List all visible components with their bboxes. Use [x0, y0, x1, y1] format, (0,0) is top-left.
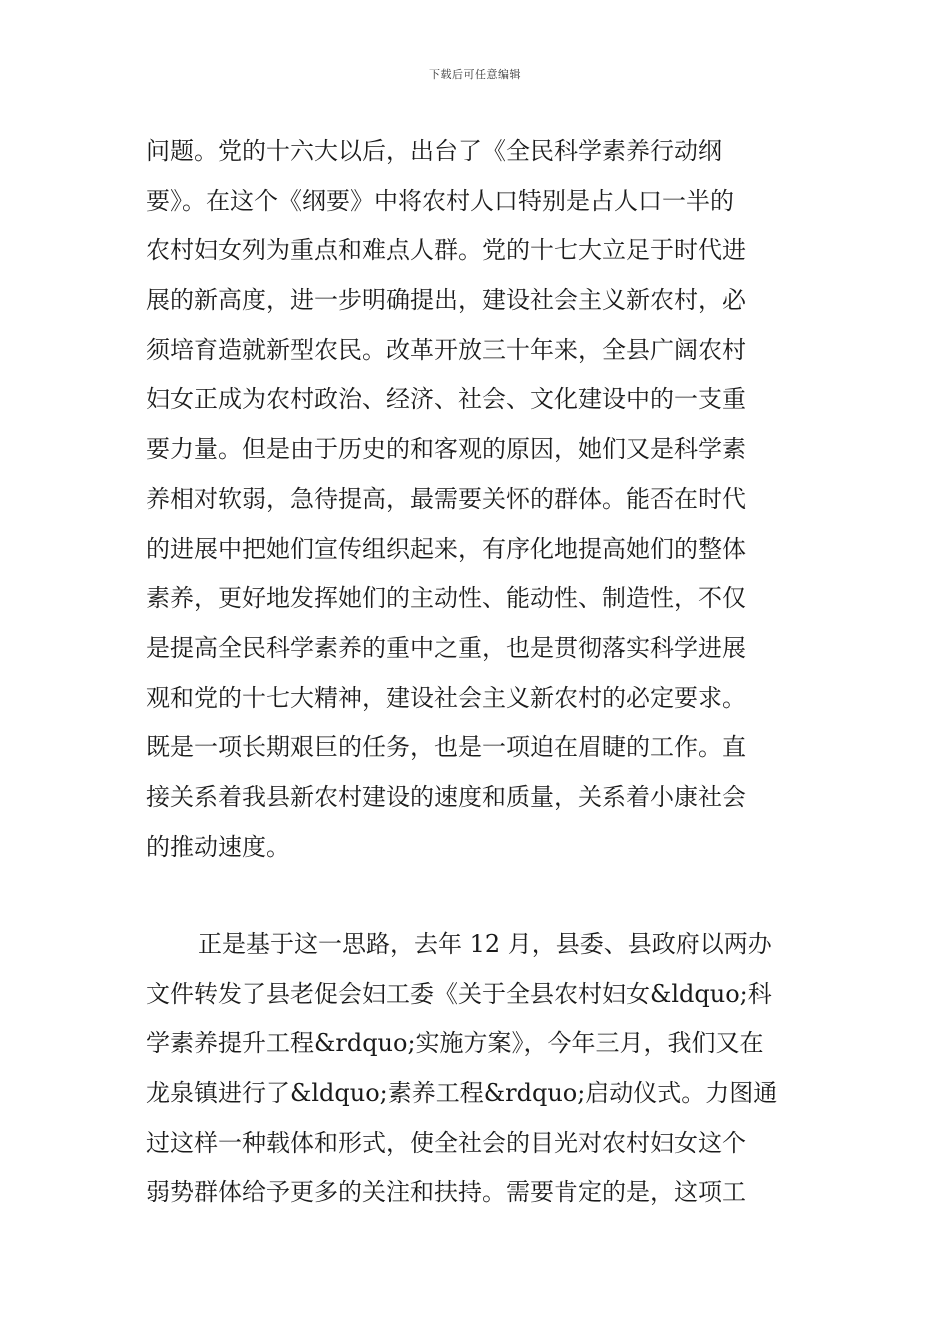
- header-note: 下载后可任意编辑: [429, 68, 521, 81]
- text-line: 问题。党的十六大以后，出台了《全民科学素养行动纲: [146, 137, 722, 165]
- text-line: 素养，更好地发挥她们的主动性、能动性、制造性，不仅: [146, 584, 746, 613]
- paragraph-2: [146, 920, 806, 1218]
- text-line: 的进展中把她们宣传组织起来，有序化地提高她们的整体: [146, 534, 746, 563]
- text-line: 的推动速度。: [146, 832, 290, 861]
- text-line: 养相对软弱，急待提高，最需要关怀的群体。能否在时代: [146, 484, 746, 513]
- text-line: 正是基于这一思路，去年 12 月，县委、县政府以两办: [198, 930, 772, 958]
- text-line: 展的新高度，进一步明确提出，建设社会主义新农村，必: [146, 286, 746, 315]
- paragraph-1: [146, 127, 806, 872]
- text-line: 既是一项长期艰巨的任务，也是一项迫在眉睫的工作。直: [146, 733, 746, 762]
- text-line: 文件转发了县老促会妇工委《关于全县农村妇女&ldquo;科: [146, 979, 772, 1008]
- text-line: 接关系着我县新农村建设的速度和质量，关系着小康社会: [146, 782, 746, 811]
- text-line: 学素养提升工程&rdquo;实施方案》，今年三月，我们又在: [146, 1029, 764, 1058]
- text-line: 要》。在这个《纲要》中将农村人口特别是占人口一半的: [146, 186, 734, 215]
- text-line: 农村妇女列为重点和难点人群。党的十七大立足于时代进: [146, 236, 746, 265]
- text-line: 观和党的十七大精神，建设社会主义新农村的必定要求。: [146, 683, 746, 712]
- text-line: 过这样一种载体和形式，使全社会的目光对农村妇女这个: [146, 1128, 746, 1157]
- text-line: 要力量。但是由于历史的和客观的原因，她们又是科学素: [146, 435, 746, 464]
- text-line: 龙泉镇进行了&ldquo;素养工程&rdquo;启动仪式。力图通: [146, 1079, 778, 1108]
- text-line: 须培育造就新型农民。改革开放三十年来，全县广阔农村: [146, 335, 746, 364]
- text-line: 妇女正成为农村政治、经济、社会、文化建设中的一支重: [146, 385, 746, 414]
- text-line: 弱势群体给予更多的关注和扶持。需要肯定的是，这项工: [146, 1178, 746, 1207]
- text-line: 是提高全民科学素养的重中之重，也是贯彻落实科学进展: [146, 633, 746, 662]
